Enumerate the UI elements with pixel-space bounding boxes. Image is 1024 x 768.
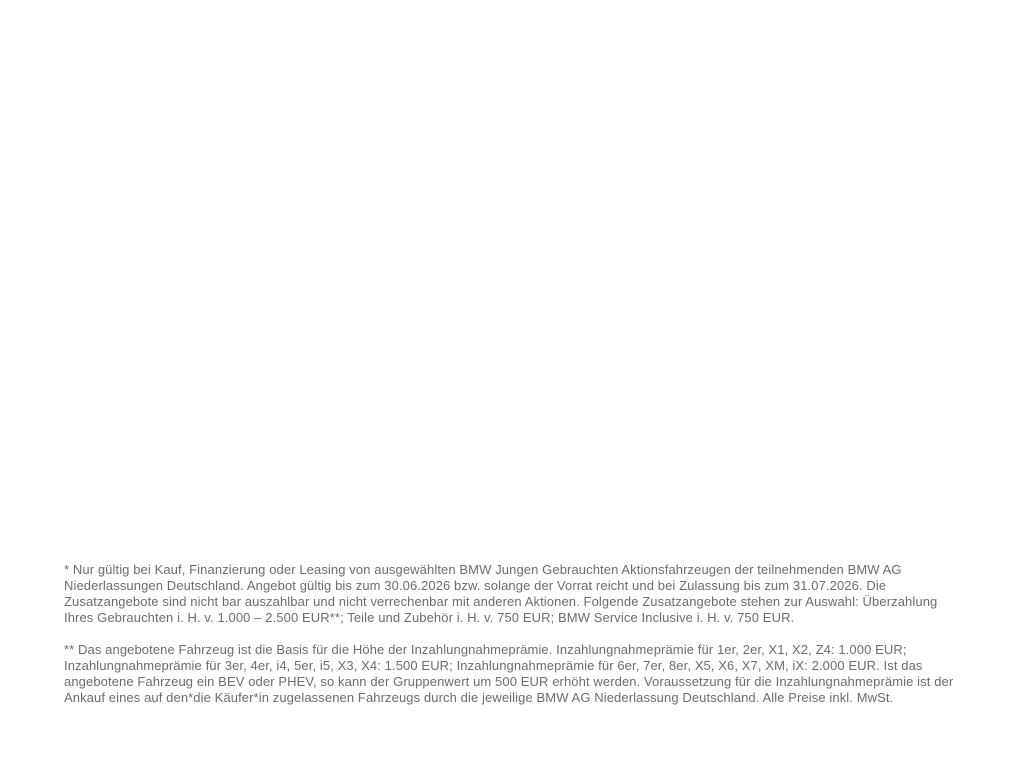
disclaimer-paragraph-1: * Nur gültig bei Kauf, Finanzierung oder Leasing von ausgewählten BMW Jungen Gebrauchten Aktionsfahrzeugen der teilnehmenden BMW AG Niederlassungen Deutschland. Angebot gültig bis zum 30.06.2026 bzw. solange der Vorrat reicht und bei Zulassung bis zum 31.07.2026. Die Zusatzangebote sind nicht bar auszahlbar und nicht verrechenbar mit anderen Aktionen. Folgende Zusatzangebote stehen zur Auswahl: Überzahlung Ihres Gebrauchten i. H. v. 1.000 – 2.500 EUR**; Teile und Zubehör i. H. v. 750 EUR; BMW Service Inclusive i. H. v. 750 EUR. xyxy=(64,562,938,625)
disclaimer-paragraph-2: ** Das angebotene Fahrzeug ist die Basis für die Höhe der Inzahlungnahmeprämie. Inzahlungnahmeprämie für 1er, 2er, X1, X2, Z4: 1.000 EUR; Inzahlungnahmeprämie für 3er, 4er, i4, 5er, i5, X3, X4: 1.500 EUR; Inzahlungnahmeprämie für 6er, 7er, 8er, X5, X6, X7, XM, iX: 2.000 EUR. Ist das angebotene Fahrzeug ein BEV oder PHEV, so kann der Gruppenwert um 500 EUR erhöht werden. Voraussetzung für die Inzahlungnahmeprämie ist der Ankauf eines auf den*die Käufer*in zugelassenen Fahrzeugs durch die jeweilige BMW AG Niederlassung Deutschland. Alle Preise inkl. MwSt. xyxy=(64,642,954,705)
disclaimer-section xyxy=(64,562,960,722)
